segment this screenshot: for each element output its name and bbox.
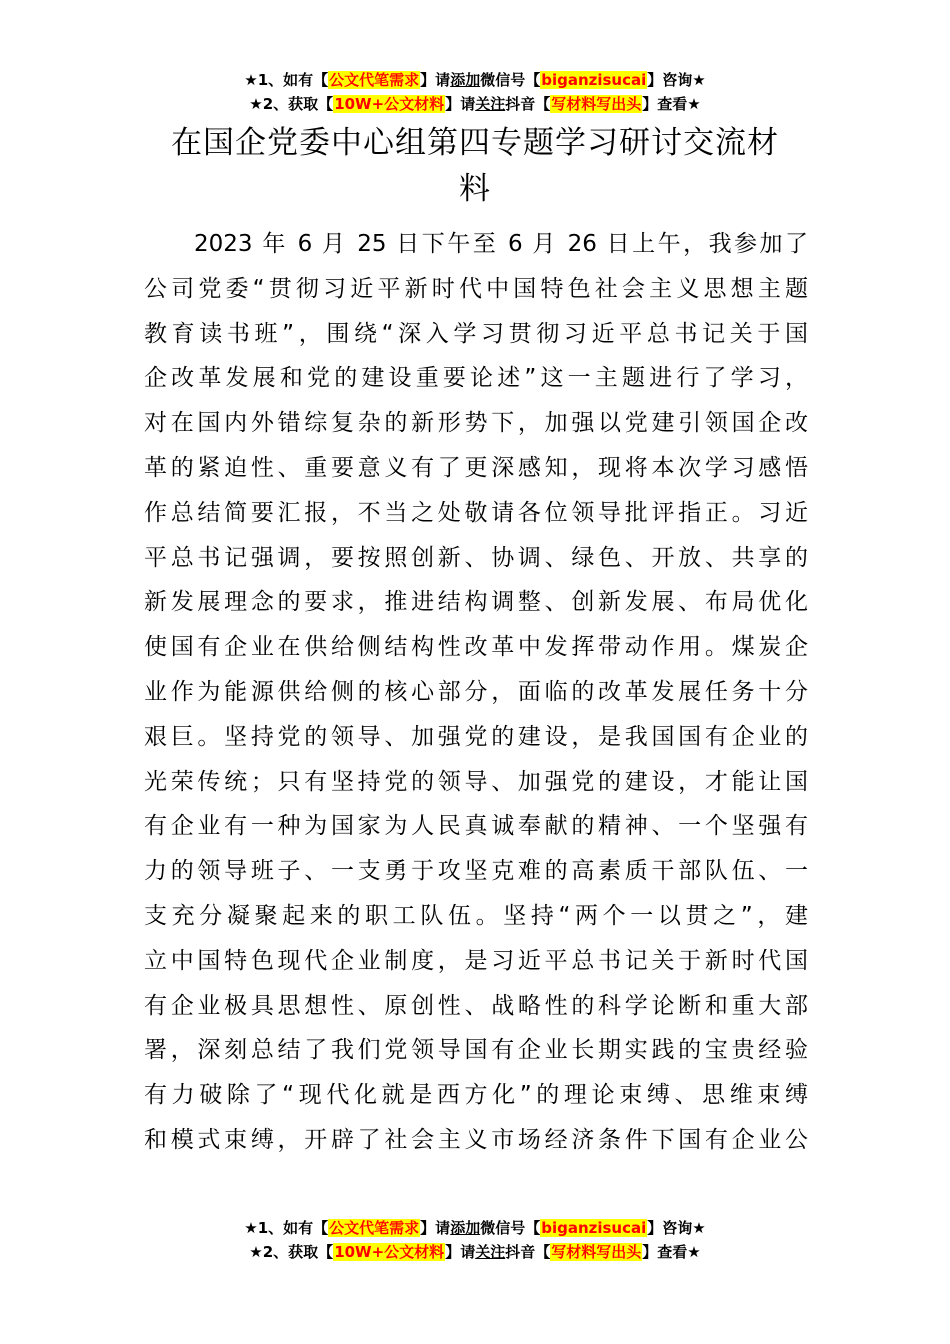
body-line: 署，深刻总结了我们党领导国有企业长期实践的宝贵经验: [144, 1037, 808, 1064]
promo-text: ★1、如有【: [244, 1219, 329, 1237]
promo-highlight: 10W+公文材料: [334, 95, 445, 113]
top-promo-banner: [0, 68, 950, 116]
body-line: 2023 年 6 月 25 日下午至 6 月 26 日上午，我参加了: [194, 231, 808, 257]
promo-line-2: [0, 1240, 950, 1264]
promo-highlight: 公文代笔需求: [329, 1219, 420, 1237]
promo-text: ★2、获取【: [249, 1243, 334, 1261]
promo-text: 】咨询★: [647, 1219, 706, 1237]
promo-text: 微信号【: [480, 1219, 541, 1237]
body-line: 艰巨。坚持党的领导、加强党的建设，是我国国有企业的: [144, 723, 808, 750]
promo-highlight: 写材料写出头: [551, 95, 642, 113]
body-line: 立中国特色现代企业制度，是习近平总书记关于新时代国: [144, 947, 808, 974]
promo-text: 微信号【: [480, 71, 541, 89]
body-line: 教育读书班”，围绕“深入学习贯彻习近平总书记关于国: [144, 320, 808, 347]
body-line: 有企业极具思想性、原创性、战略性的科学论断和重大部: [144, 992, 808, 1019]
body-line: 支充分凝聚起来的职工队伍。坚持“两个一以贯之”，建: [144, 902, 808, 929]
body-line: 革的紧迫性、重要意义有了更深感知，现将本次学习感悟: [144, 454, 808, 481]
body-line: 作总结简要汇报，不当之处敬请各位领导批评指正。习近: [144, 499, 808, 526]
title-line: 料: [459, 171, 491, 207]
promo-text: 抖音【: [505, 1243, 551, 1261]
bottom-promo-banner: [0, 1216, 950, 1264]
promo-text: 】查看★: [642, 95, 701, 113]
promo-text: 】查看★: [642, 1243, 701, 1261]
promo-line-1: [0, 1216, 950, 1240]
body-line: 和模式束缚，开辟了社会主义市场经济条件下国有企业公: [144, 1126, 808, 1153]
promo-underlined: 关注: [475, 95, 506, 113]
body-line: 企改革发展和党的建设重要论述”这一主题进行了学习，: [144, 365, 808, 392]
body-line: 公司党委“贯彻习近平新时代中国特色社会主义思想主题: [144, 275, 808, 302]
promo-underlined: 关注: [475, 1243, 506, 1261]
promo-text: 】咨询★: [647, 71, 706, 89]
promo-text: 】请: [445, 95, 476, 113]
document-title: [140, 120, 810, 212]
promo-highlight: 写材料写出头: [551, 1243, 642, 1261]
promo-highlight: biganzisucai: [541, 71, 647, 89]
promo-text: ★1、如有【: [244, 71, 329, 89]
body-line: 有企业有一种为国家为人民真诚奉献的精神、一个坚强有: [144, 813, 808, 840]
promo-text: 抖音【: [505, 95, 551, 113]
body-line: 业作为能源供给侧的核心部分，面临的改革发展任务十分: [144, 678, 808, 705]
promo-highlight: 10W+公文材料: [334, 1243, 445, 1261]
promo-highlight: biganzisucai: [541, 1219, 647, 1237]
body-line: 平总书记强调，要按照创新、协调、绿色、开放、共享的: [144, 544, 808, 571]
body-line: 光荣传统；只有坚持党的领导、加强党的建设，才能让国: [144, 768, 808, 795]
promo-underlined: 添加: [450, 71, 481, 89]
promo-line-1: [0, 68, 950, 92]
body-line: 对在国内外错综复杂的新形势下，加强以党建引领国企改: [144, 410, 808, 437]
title-line: 在国企党委中心组第四专题学习研讨交流材: [171, 125, 779, 161]
promo-line-2: [0, 92, 950, 116]
body-line: 新发展理念的要求，推进结构调整、创新发展、布局优化: [144, 589, 808, 616]
body-line: 使国有企业在供给侧结构性改革中发挥带动作用。煤炭企: [144, 634, 808, 661]
body-line: 有力破除了“现代化就是西方化”的理论束缚、思维束缚: [144, 1082, 808, 1109]
document-body: [144, 222, 808, 1163]
promo-text: 】请: [420, 71, 451, 89]
promo-highlight: 公文代笔需求: [329, 71, 420, 89]
promo-underlined: 添加: [450, 1219, 481, 1237]
body-line: 力的领导班子、一支勇于攻坚克难的高素质干部队伍、一: [144, 858, 808, 885]
promo-text: 】请: [445, 1243, 476, 1261]
promo-text: ★2、获取【: [249, 95, 334, 113]
promo-text: 】请: [420, 1219, 451, 1237]
